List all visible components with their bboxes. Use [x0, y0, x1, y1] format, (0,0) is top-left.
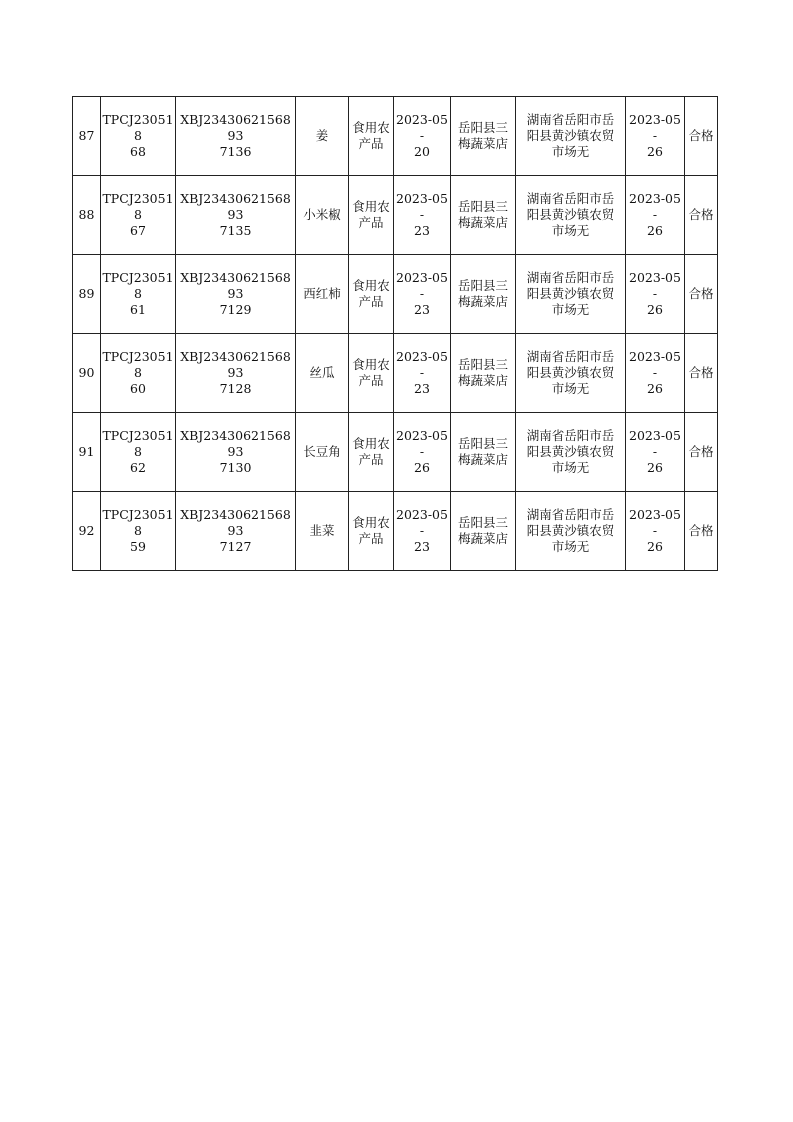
cell-shop-address — [516, 334, 626, 413]
cell-shop-address — [516, 255, 626, 334]
cell-shop-address — [516, 492, 626, 571]
cell-category — [349, 255, 394, 334]
cell-product-name: 长豆角 — [296, 413, 349, 492]
cell-result: 合格 — [685, 97, 718, 176]
cell-sample-number — [176, 176, 296, 255]
cell-category-line: 食用农 — [352, 357, 390, 372]
cell-shop-address-line: 湖南省岳阳市岳 — [526, 112, 615, 127]
cell-category — [349, 97, 394, 176]
cell-shop-name-line: 梅蔬菜店 — [457, 452, 508, 467]
cell-production-date — [394, 492, 451, 571]
cell-product-name: 小米椒 — [296, 176, 349, 255]
table-row — [73, 255, 718, 334]
cell-row-number: 87 — [73, 97, 101, 176]
cell-production-date — [394, 255, 451, 334]
cell-shop-address-line: 湖南省岳阳市岳 — [526, 349, 615, 364]
cell-category-line: 产品 — [358, 452, 384, 467]
cell-shop-address-line: 市场无 — [551, 539, 590, 554]
cell-report-number-line: TPCJ230518 — [102, 349, 174, 380]
cell-shop-name — [451, 413, 516, 492]
cell-shop-address-line: 市场无 — [551, 223, 590, 238]
cell-shop-address-line: 市场无 — [551, 302, 590, 317]
cell-category — [349, 176, 394, 255]
cell-shop-name-line: 岳阳县三 — [457, 436, 508, 451]
cell-report-date-line: 26 — [647, 144, 663, 159]
cell-report-date-line: 2023-05- — [629, 191, 681, 222]
cell-category — [349, 492, 394, 571]
cell-sample-number-line: XBJ2343062156893 — [180, 112, 291, 143]
cell-shop-address — [516, 176, 626, 255]
cell-category-line: 产品 — [358, 136, 384, 151]
table-row — [73, 334, 718, 413]
cell-shop-name-line: 梅蔬菜店 — [457, 373, 508, 388]
cell-production-date-line: 2023-05- — [396, 507, 448, 538]
cell-sample-number — [176, 413, 296, 492]
cell-product-name: 丝瓜 — [296, 334, 349, 413]
cell-shop-address-line: 湖南省岳阳市岳 — [526, 507, 615, 522]
cell-sample-number-line: XBJ2343062156893 — [180, 270, 291, 301]
cell-category-line: 产品 — [358, 373, 384, 388]
cell-sample-number — [176, 255, 296, 334]
cell-sample-number — [176, 97, 296, 176]
cell-report-number-line: 60 — [130, 381, 146, 396]
cell-sample-number-line: 7129 — [219, 302, 252, 317]
cell-production-date-line: 2023-05- — [396, 349, 448, 380]
cell-report-number-line: 59 — [130, 539, 146, 554]
cell-result: 合格 — [685, 255, 718, 334]
cell-category-line: 产品 — [358, 531, 384, 546]
cell-category-line: 食用农 — [352, 515, 390, 530]
cell-report-number-line: TPCJ230518 — [102, 270, 174, 301]
cell-sample-number-line: 7128 — [219, 381, 252, 396]
cell-report-date-line: 26 — [647, 223, 663, 238]
cell-result: 合格 — [685, 492, 718, 571]
cell-product-name: 西红柿 — [296, 255, 349, 334]
cell-report-number — [101, 334, 176, 413]
cell-row-number: 90 — [73, 334, 101, 413]
cell-report-number-line: 68 — [130, 144, 146, 159]
cell-shop-name-line: 岳阳县三 — [457, 120, 508, 135]
cell-product-name: 韭菜 — [296, 492, 349, 571]
cell-sample-number — [176, 334, 296, 413]
cell-production-date-line: 2023-05- — [396, 191, 448, 222]
cell-sample-number-line: 7127 — [219, 539, 252, 554]
cell-shop-address-line: 阳县黄沙镇农贸 — [526, 444, 615, 459]
cell-report-date-line: 26 — [647, 381, 663, 396]
cell-sample-number-line: XBJ2343062156893 — [180, 349, 291, 380]
cell-shop-address-line: 市场无 — [551, 144, 590, 159]
cell-report-date-line: 26 — [647, 539, 663, 554]
cell-shop-name — [451, 492, 516, 571]
cell-report-number-line: TPCJ230518 — [102, 191, 174, 222]
cell-report-number-line: 62 — [130, 460, 146, 475]
cell-report-date-line: 2023-05- — [629, 112, 681, 143]
cell-production-date-line: 2023-05- — [396, 270, 448, 301]
cell-sample-number-line: XBJ2343062156893 — [180, 428, 291, 459]
cell-report-number — [101, 492, 176, 571]
cell-category-line: 食用农 — [352, 436, 390, 451]
cell-shop-name-line: 梅蔬菜店 — [457, 294, 508, 309]
cell-production-date-line: 23 — [414, 223, 430, 238]
cell-report-date — [626, 176, 685, 255]
cell-production-date-line: 23 — [414, 539, 430, 554]
cell-shop-address-line: 阳县黄沙镇农贸 — [526, 207, 615, 222]
cell-report-date — [626, 255, 685, 334]
cell-shop-address-line: 市场无 — [551, 460, 590, 475]
cell-report-number-line: 67 — [130, 223, 146, 238]
cell-production-date-line: 26 — [414, 460, 430, 475]
cell-shop-name — [451, 255, 516, 334]
cell-report-date — [626, 492, 685, 571]
cell-shop-address-line: 阳县黄沙镇农贸 — [526, 286, 615, 301]
cell-result: 合格 — [685, 176, 718, 255]
cell-shop-address-line: 湖南省岳阳市岳 — [526, 428, 615, 443]
cell-production-date-line: 23 — [414, 302, 430, 317]
cell-category — [349, 413, 394, 492]
cell-sample-number-line: 7136 — [219, 144, 252, 159]
cell-report-number-line: TPCJ230518 — [102, 428, 174, 459]
cell-report-date-line: 26 — [647, 460, 663, 475]
cell-result: 合格 — [685, 413, 718, 492]
cell-shop-address-line: 湖南省岳阳市岳 — [526, 191, 615, 206]
table-row — [73, 176, 718, 255]
cell-product-name: 姜 — [296, 97, 349, 176]
cell-report-date-line: 26 — [647, 302, 663, 317]
cell-report-date-line: 2023-05- — [629, 349, 681, 380]
cell-production-date-line: 2023-05- — [396, 428, 448, 459]
cell-report-date-line: 2023-05- — [629, 428, 681, 459]
table-row — [73, 413, 718, 492]
cell-production-date — [394, 334, 451, 413]
cell-sample-number-line: XBJ2343062156893 — [180, 191, 291, 222]
cell-sample-number-line: XBJ2343062156893 — [180, 507, 291, 538]
cell-report-number — [101, 176, 176, 255]
cell-report-date — [626, 334, 685, 413]
cell-shop-name-line: 梅蔬菜店 — [457, 215, 508, 230]
cell-category — [349, 334, 394, 413]
table-body — [73, 97, 718, 571]
cell-category-line: 食用农 — [352, 199, 390, 214]
cell-sample-number-line: 7135 — [219, 223, 252, 238]
cell-report-number-line: TPCJ230518 — [102, 112, 174, 143]
cell-category-line: 食用农 — [352, 278, 390, 293]
cell-shop-address-line: 阳县黄沙镇农贸 — [526, 365, 615, 380]
cell-shop-name — [451, 176, 516, 255]
cell-shop-name — [451, 97, 516, 176]
cell-category-line: 产品 — [358, 294, 384, 309]
cell-result: 合格 — [685, 334, 718, 413]
cell-report-date-line: 2023-05- — [629, 270, 681, 301]
cell-shop-address-line: 市场无 — [551, 381, 590, 396]
cell-row-number: 89 — [73, 255, 101, 334]
cell-sample-number-line: 7130 — [219, 460, 252, 475]
table-row — [73, 492, 718, 571]
cell-report-number — [101, 97, 176, 176]
cell-shop-name-line: 梅蔬菜店 — [457, 136, 508, 151]
cell-shop-address — [516, 413, 626, 492]
cell-report-date — [626, 97, 685, 176]
cell-report-date — [626, 413, 685, 492]
cell-report-date-line: 2023-05- — [629, 507, 681, 538]
cell-category-line: 产品 — [358, 215, 384, 230]
cell-production-date-line: 2023-05- — [396, 112, 448, 143]
cell-row-number: 91 — [73, 413, 101, 492]
cell-shop-name — [451, 334, 516, 413]
cell-production-date-line: 20 — [414, 144, 430, 159]
cell-row-number: 92 — [73, 492, 101, 571]
cell-production-date — [394, 413, 451, 492]
cell-report-number-line: TPCJ230518 — [102, 507, 174, 538]
cell-production-date — [394, 97, 451, 176]
cell-category-line: 食用农 — [352, 120, 390, 135]
cell-production-date-line: 23 — [414, 381, 430, 396]
cell-shop-address-line: 湖南省岳阳市岳 — [526, 270, 615, 285]
table-row — [73, 97, 718, 176]
cell-shop-address — [516, 97, 626, 176]
cell-shop-name-line: 岳阳县三 — [457, 357, 508, 372]
cell-sample-number — [176, 492, 296, 571]
cell-shop-name-line: 岳阳县三 — [457, 515, 508, 530]
cell-shop-name-line: 梅蔬菜店 — [457, 531, 508, 546]
cell-report-number-line: 61 — [130, 302, 146, 317]
cell-shop-address-line: 阳县黄沙镇农贸 — [526, 128, 615, 143]
cell-production-date — [394, 176, 451, 255]
cell-report-number — [101, 413, 176, 492]
cell-shop-address-line: 阳县黄沙镇农贸 — [526, 523, 615, 538]
cell-shop-name-line: 岳阳县三 — [457, 199, 508, 214]
cell-row-number: 88 — [73, 176, 101, 255]
cell-report-number — [101, 255, 176, 334]
cell-shop-name-line: 岳阳县三 — [457, 278, 508, 293]
inspection-results-table — [72, 96, 718, 571]
